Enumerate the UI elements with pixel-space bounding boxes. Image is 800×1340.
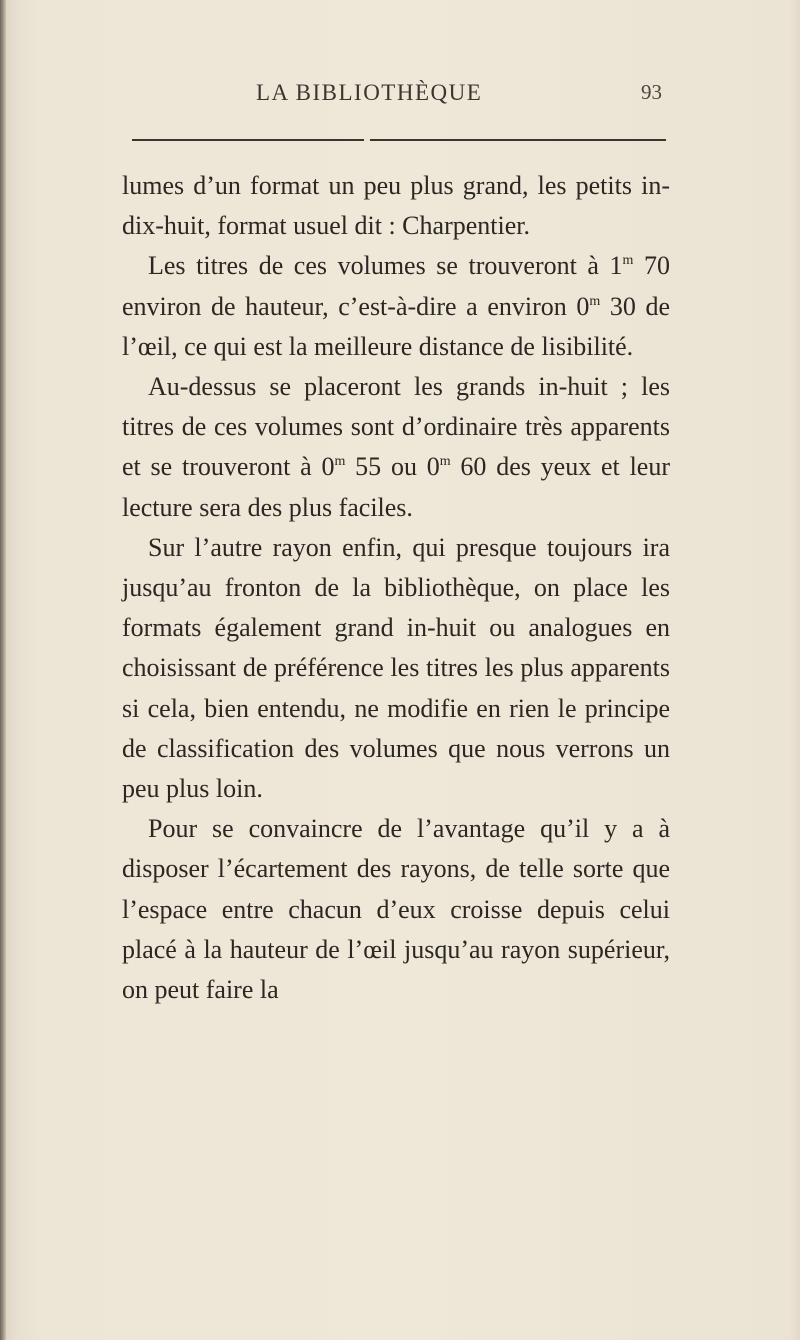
paragraph-4 [122,528,670,809]
running-title: LA BIBLIOTHÈQUE [256,80,483,105]
paragraph-1-text: lumes d’un format un peu plus grand, les petits in-dix-huit, format usuel dit : Charpentier. [122,171,670,241]
page-header [122,80,668,120]
paragraph-3-text-a: Au-dessus se placeront les grands in-huit ; les titres de ces volumes sont d’ordinaire très apparents et se trouveront à 0 [122,372,670,482]
header-rule-gap [364,138,370,142]
unit-superscript: m [622,253,634,269]
page-number: 93 [641,80,662,104]
body-text [122,166,670,1010]
unit-superscript: m [334,454,346,470]
paragraph-1 [122,166,670,246]
paragraph-2-text-b: 70 environ de hauteur, c’est-à-dire a environ 0 [122,251,671,321]
paragraph-2 [122,246,670,367]
header-rule [132,139,666,141]
paragraph-5-text: Pour se convaincre de l’avantage qu’il y a à disposer l’écartement des rayons, de telle sorte que l’espace entre chacun d’eux croisse depuis celui placé à la hauteur de l’œil jusqu’au rayon supérieur, on peut faire la [122,814,670,1005]
paragraph-2-text-a: Les titres de ces volumes se trouveront à 1 [148,251,623,281]
paragraph-3-text-b: 55 ou 0 [345,452,440,482]
paragraph-4-text: Sur l’autre rayon enfin, qui presque toujours ira jusqu’au fronton de la bibliothèque, on place les formats également grand in-huit ou analogues en choisissant de préférence les titres les plus apparents si cela, bien entendu, ne modifie en rien le principe de classification des volumes que nous verrons un peu plus loin. [122,532,670,804]
paragraph-2-text-c: 30 de l’œil, ce qui est la meilleure distance de lisibilité. [122,291,671,361]
paragraph-3 [122,367,670,528]
unit-superscript: m [439,454,451,470]
paragraph-5 [122,809,670,1010]
paragraph-3-text-c: 60 des yeux et leur lecture sera des plus faciles. [122,452,670,522]
unit-superscript: m [589,293,601,309]
page-binding-edge [0,0,6,1340]
